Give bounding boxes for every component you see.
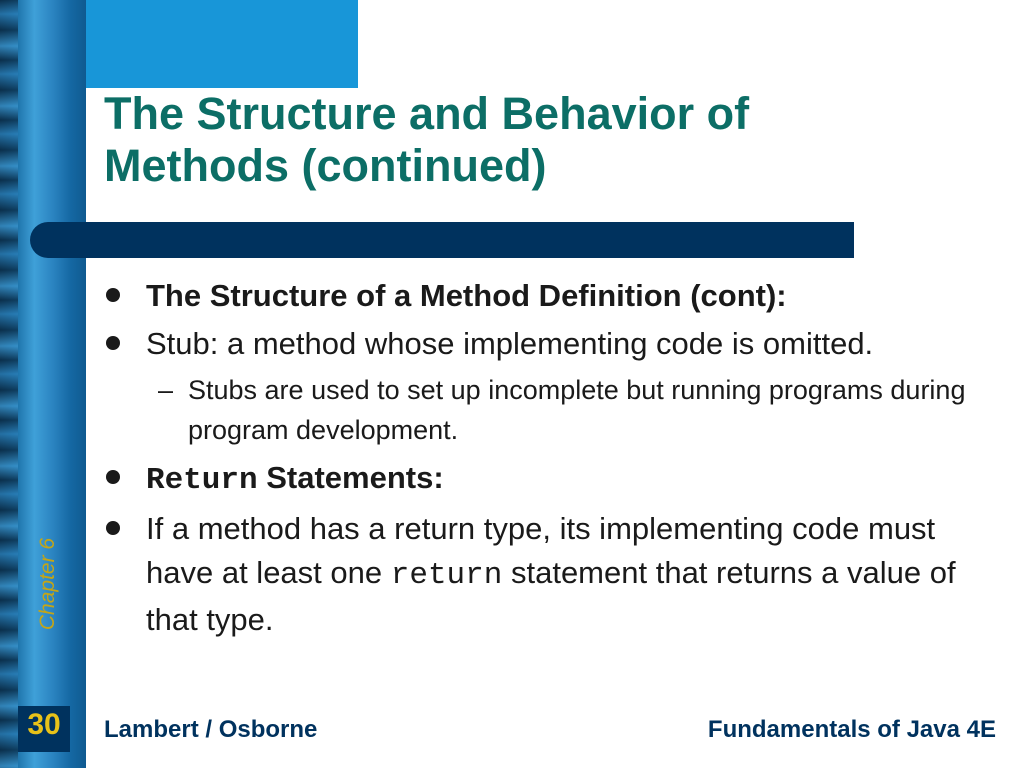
bullet-dot-icon [106,288,120,302]
page-number: 30 [27,708,61,741]
top-accent-block [86,0,358,88]
sub-bullet-stubs-usage: – Stubs are used to set up incomplete but running programs during program development. [100,370,1000,450]
return-statements-label: Statements: [257,460,444,495]
bullet-return-statements [100,456,1000,503]
title-line-1: The Structure and Behavior of [104,88,750,139]
chapter-label: Chapter 6 [36,537,59,631]
slide-body [100,274,1000,646]
return-code: return [390,558,503,593]
bullet-structure-heading: The Structure of a Method Definition (cont): [100,274,1000,318]
dash-icon: – [158,375,174,405]
return-keyword: Return [146,463,258,498]
bullet-return-rule: If a method has a return type, its implementing code must have at least one return statement that returns a value of that type. [100,507,1000,642]
bullet-dot-icon [106,470,120,484]
footer-authors: Lambert / Osborne [104,716,318,743]
slide-title [104,88,1004,192]
bullet-dot-icon [106,336,120,350]
bullet-stub-definition: Stub: a method whose implementing code is omitted. [100,322,1000,366]
title-underline-bar [30,222,854,258]
bullet-dot-icon [106,521,120,535]
footer-book-title: Fundamentals of Java 4E [707,716,996,743]
title-line-2: Methods (continued) [104,140,547,191]
